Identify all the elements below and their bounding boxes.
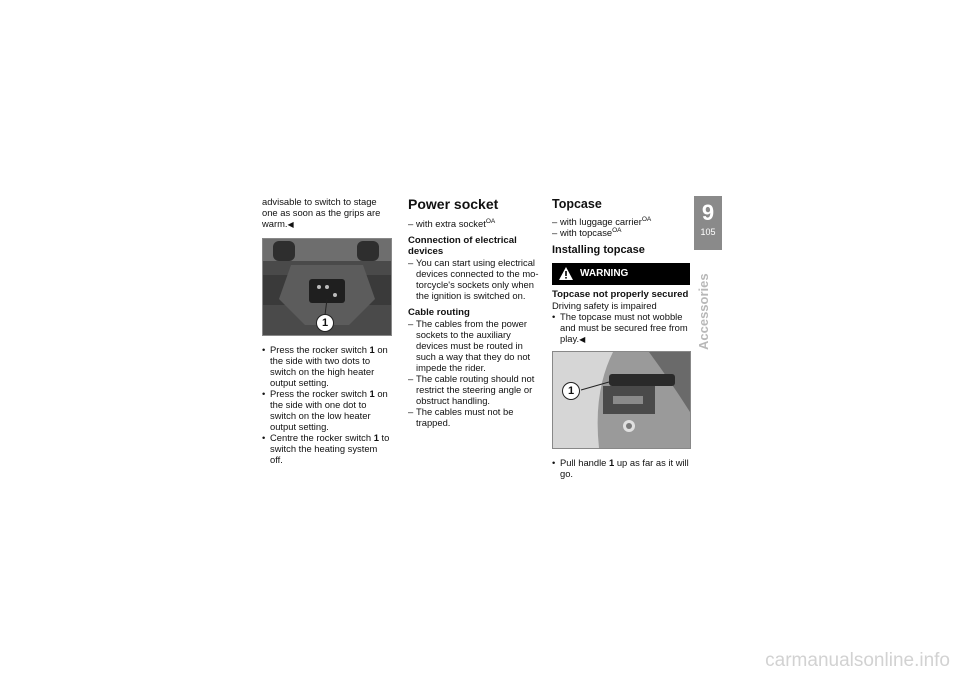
power-socket-options (408, 218, 544, 229)
bullet-high-setting: • Press the rocker switch 1 on the side with two dots to switch on the high heater output setting. (262, 344, 392, 388)
cable-routing-heading: Cable routing (408, 307, 470, 318)
cable-routing-list (408, 318, 544, 428)
chapter-number: 9 (701, 200, 715, 225)
connection-item: – You can start using electrical devices connected to the motorcycle's sockets only when the ignition is switched on. (408, 257, 544, 301)
installing-topcase-heading: Installing topcase (552, 244, 645, 256)
handlebar-switch-photo (262, 238, 392, 336)
power-socket-title: Power socket (408, 196, 499, 212)
cable-item: – The cables must not be trapped. (408, 406, 544, 428)
connection-heading: Connection of electrical devices (408, 235, 517, 257)
warning-banner (552, 263, 690, 285)
callout-1: 1 (316, 314, 334, 332)
warning-bullets (552, 311, 692, 345)
warning-bullet: • The topcase must not wobble and must be secured free from play.◀ (552, 311, 692, 345)
topcase-handle-illustration (553, 352, 690, 448)
topcase-handle-photo (552, 351, 691, 449)
intro-paragraph (262, 196, 392, 230)
chapter-tab (694, 196, 722, 250)
column-power-socket (408, 196, 544, 428)
option-extra-socket: – with extra socket$^{OA}$ (408, 218, 544, 229)
bullet-low-setting: • Press the rocker switch 1 on the side with one dot to switch on the low heater output setting. (262, 388, 392, 432)
heating-bullets (262, 344, 392, 465)
topcase-title: Topcase (552, 197, 602, 211)
intro-text: advisable to switch to stage one as soon as the grips are warm. (262, 196, 381, 229)
option-luggage-carrier: – with luggage carrier$^{OA}$ (552, 216, 692, 227)
page-number: 105 (700, 227, 716, 237)
warning-triangle-icon (558, 266, 574, 290)
connection-list (408, 257, 544, 301)
column-topcase (552, 196, 692, 479)
column-heated-grips (262, 196, 392, 465)
warning-text: Driving safety is impaired (552, 300, 657, 311)
cable-item: – The cable routing should not restrict the steering angle or obstruct handling. (408, 373, 544, 406)
warning-label: WARNING (580, 268, 629, 279)
chapter-label: Accessories (696, 273, 711, 350)
warning-title: Topcase not properly secured (552, 289, 689, 300)
callout-1: 1 (562, 382, 580, 400)
end-mark-icon: ◀ (579, 335, 586, 344)
cable-item: – The cables from the power sockets to the auxiliary devices must be routed in such a way that they do not impede the rider. (408, 318, 544, 373)
end-mark-icon: ◀ (287, 220, 294, 229)
pull-handle-bullet: • Pull handle 1 up as far as it will go. (552, 457, 692, 479)
bullet-off-setting: • Centre the rocker switch 1 to switch the heating system off. (262, 432, 392, 465)
topcase-options (552, 216, 692, 238)
watermark: carmanualsonline.info (765, 650, 950, 671)
option-topcase: – with topcase$^{OA}$ (552, 227, 692, 238)
final-bullets (552, 457, 692, 479)
